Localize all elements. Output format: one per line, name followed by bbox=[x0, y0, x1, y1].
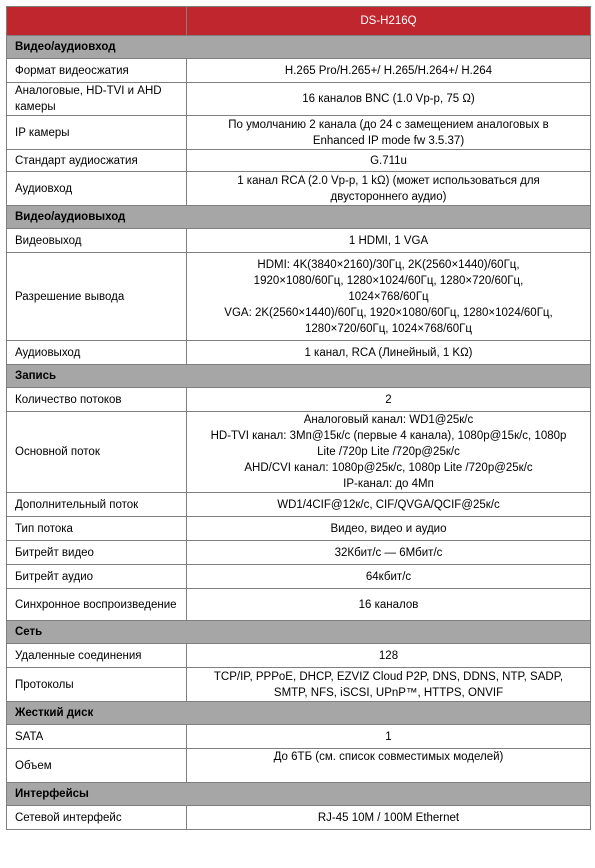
spec-value-line: 1 HDMI, 1 VGA bbox=[348, 234, 429, 247]
spec-row bbox=[7, 725, 591, 749]
spec-label: Разрешение вывода bbox=[7, 253, 187, 341]
spec-value-line: 32Кбит/с — 6Мбит/с bbox=[334, 546, 443, 559]
spec-row bbox=[7, 493, 591, 517]
spec-value-line: 2 bbox=[385, 393, 392, 406]
spec-value-line: 1 канал, RCA (Линейный, 1 KΩ) bbox=[304, 346, 473, 359]
spec-value-line: VGA: 2K(2560×1440)/60Гц, 1920×1080/60Гц, 1280×1024/60Гц, bbox=[224, 306, 553, 319]
spec-value bbox=[187, 388, 591, 412]
spec-value bbox=[187, 116, 591, 150]
spec-row bbox=[7, 517, 591, 541]
spec-value-line: 1 bbox=[385, 730, 392, 743]
spec-label: Синхронное воспроизведение bbox=[7, 589, 187, 621]
spec-value bbox=[187, 565, 591, 589]
spec-row bbox=[7, 668, 591, 702]
spec-value bbox=[187, 517, 591, 541]
spec-row bbox=[7, 229, 591, 253]
spec-value-line: HDMI: 4K(3840×2160)/30Гц, 2K(2560×1440)/60Гц, bbox=[257, 258, 520, 271]
spec-value bbox=[187, 541, 591, 565]
spec-value-line: H.265 Pro/H.265+/ H.265/H.264+/ H.264 bbox=[284, 64, 493, 77]
spec-label: Количество потоков bbox=[7, 388, 187, 412]
section-title: Видео/аудиовход bbox=[7, 36, 591, 59]
spec-label: Основной поток bbox=[7, 412, 187, 493]
section-title: Видео/аудиовыход bbox=[7, 206, 591, 229]
spec-label: Удаленные соединения bbox=[7, 644, 187, 668]
section-title: Интерфейсы bbox=[7, 783, 591, 806]
spec-value-line: 128 bbox=[378, 649, 399, 662]
spec-row bbox=[7, 412, 591, 493]
spec-row bbox=[7, 150, 591, 172]
spec-label: Формат видеосжатия bbox=[7, 59, 187, 83]
spec-value-line: 64кбит/с bbox=[365, 570, 412, 583]
spec-label: Сетевой интерфейс bbox=[7, 806, 187, 830]
section-title: Запись bbox=[7, 365, 591, 388]
spec-value bbox=[187, 341, 591, 365]
section-header-row bbox=[7, 621, 591, 644]
spec-value bbox=[187, 59, 591, 83]
spec-value-line: G.711u bbox=[370, 154, 407, 167]
spec-table bbox=[6, 6, 591, 830]
spec-value-line: 16 каналов bbox=[358, 598, 419, 611]
spec-value-line: IP-канал: до 4Мп bbox=[343, 478, 434, 490]
spec-value-line: двустороннего аудио) bbox=[330, 190, 447, 203]
spec-value bbox=[187, 83, 591, 116]
spec-value-line bbox=[195, 765, 582, 779]
section-header-row bbox=[7, 36, 591, 59]
spec-label: Видеовыход bbox=[7, 229, 187, 253]
spec-label: Стандарт аудиосжатия bbox=[7, 150, 187, 172]
section-header-row bbox=[7, 206, 591, 229]
spec-row bbox=[7, 172, 591, 206]
spec-row bbox=[7, 589, 591, 621]
spec-value bbox=[187, 806, 591, 830]
spec-label: Аудиовход bbox=[7, 172, 187, 206]
spec-value-line: 1920×1080/60Гц, 1280×1024/60Гц, 1280×720/60Гц, bbox=[253, 274, 524, 287]
spec-value bbox=[187, 749, 591, 783]
spec-value-line: AHD/CVI канал: 1080p@25к/с, 1080p Lite /720p@25к/с bbox=[244, 462, 533, 474]
spec-value-line: 1 канал RCA (2.0 Vp-p, 1 kΩ) (может использоваться для bbox=[237, 174, 540, 187]
spec-row bbox=[7, 83, 591, 116]
section-title: Жесткий диск bbox=[7, 702, 591, 725]
spec-value-line: RJ-45 10M / 100M Ethernet bbox=[317, 811, 460, 824]
spec-row bbox=[7, 341, 591, 365]
spec-value-line: WD1/4CIF@12к/с, CIF/QVGA/QCIF@25к/с bbox=[277, 498, 500, 511]
spec-row bbox=[7, 644, 591, 668]
spec-value-line: 16 каналов BNC (1.0 Vp-p, 75 Ω) bbox=[302, 93, 475, 105]
spec-value-line: SMTP, NFS, iSCSI, UPnP™, HTTPS, ONVIF bbox=[273, 686, 504, 699]
spec-value bbox=[187, 725, 591, 749]
spec-row bbox=[7, 59, 591, 83]
spec-label: Тип потока bbox=[7, 517, 187, 541]
spec-row bbox=[7, 749, 591, 783]
spec-value-line: Видео, видео и аудио bbox=[330, 522, 447, 535]
spec-value-line: Lite /720p Lite /720p@25к/с bbox=[317, 446, 460, 458]
spec-label: Битрейт видео bbox=[7, 541, 187, 565]
spec-value-line: 1280×720/60Гц, 1024×768/60Гц bbox=[305, 322, 472, 335]
spec-value-line: До 6ТБ (см. список совместимых моделей) bbox=[273, 751, 504, 763]
spec-value-line: TCP/IP, PPPoE, DHCP, EZVIZ Cloud P2P, DNS, DDNS, NTP, SADP, bbox=[213, 670, 564, 683]
spec-label: Протоколы bbox=[7, 668, 187, 702]
spec-value bbox=[187, 668, 591, 702]
spec-row bbox=[7, 541, 591, 565]
spec-label: Аналоговые, HD-TVI и AHD камеры bbox=[7, 83, 187, 116]
spec-label: Аудиовыход bbox=[7, 341, 187, 365]
spec-row bbox=[7, 565, 591, 589]
spec-value bbox=[187, 172, 591, 206]
spec-row bbox=[7, 806, 591, 830]
spec-table-body bbox=[7, 7, 591, 830]
spec-value bbox=[187, 229, 591, 253]
section-title: Сеть bbox=[7, 621, 591, 644]
spec-label: IP камеры bbox=[7, 116, 187, 150]
section-header-row bbox=[7, 365, 591, 388]
spec-value-line: По умолчанию 2 канала (до 24 с замещением аналоговых в bbox=[228, 118, 549, 131]
spec-label: Объем bbox=[7, 749, 187, 783]
spec-value bbox=[187, 644, 591, 668]
spec-label: Дополнительный поток bbox=[7, 493, 187, 517]
spec-value-line: Enhanced IP mode fw 3.5.37) bbox=[312, 134, 465, 147]
spec-row bbox=[7, 388, 591, 412]
spec-label: SATA bbox=[7, 725, 187, 749]
spec-value-line: Аналоговый канал: WD1@25к/с bbox=[303, 414, 474, 426]
spec-value-line: HD-TVI канал: 3Мп@15к/с (первые 4 канала), 1080p@15к/с, 1080p bbox=[210, 430, 567, 442]
spec-value bbox=[187, 253, 591, 341]
model-header-row bbox=[7, 7, 591, 36]
spec-label: Битрейт аудио bbox=[7, 565, 187, 589]
spec-value bbox=[187, 412, 591, 493]
spec-value bbox=[187, 493, 591, 517]
model-name: DS-H216Q bbox=[187, 7, 591, 36]
spec-value-line: 1024×768/60Гц bbox=[348, 290, 429, 303]
header-empty-cell bbox=[7, 7, 187, 36]
section-header-row bbox=[7, 783, 591, 806]
spec-row bbox=[7, 116, 591, 150]
section-header-row bbox=[7, 702, 591, 725]
spec-row bbox=[7, 253, 591, 341]
spec-value bbox=[187, 589, 591, 621]
spec-value bbox=[187, 150, 591, 172]
